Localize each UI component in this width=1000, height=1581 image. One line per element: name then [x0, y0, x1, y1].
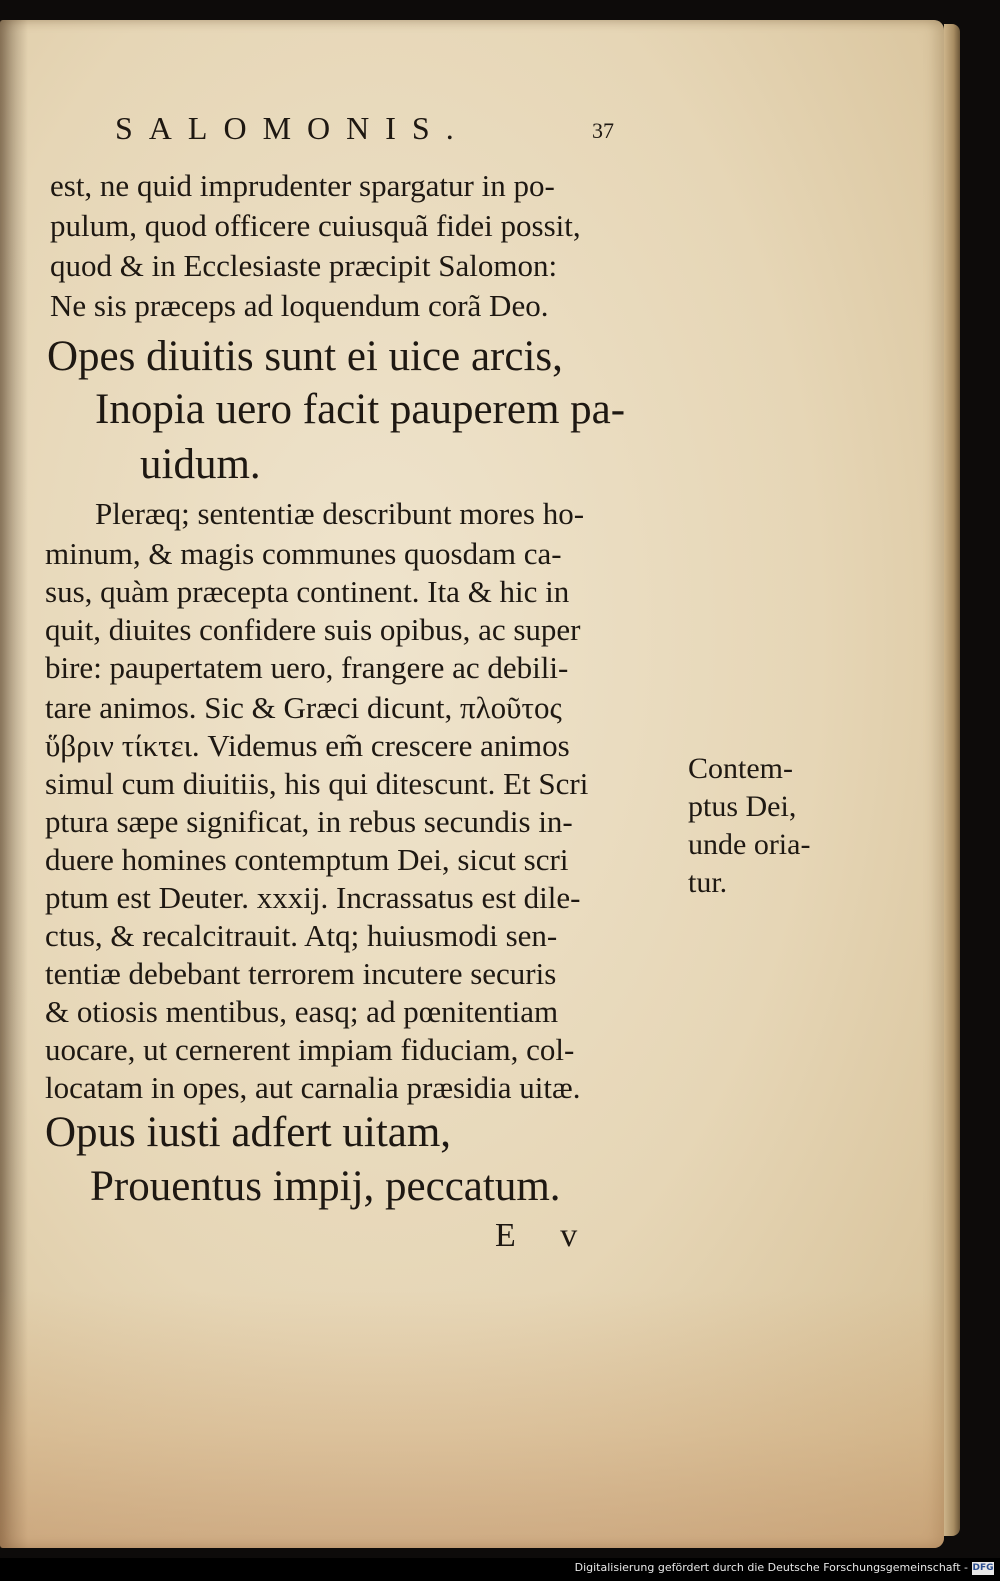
commentary-line: sus, quàm præcepta continent. Ita & hic in [45, 574, 570, 609]
commentary-line: ptum est Deuter. xxxij. Incrassatus est dile- [45, 880, 581, 915]
commentary-line: tare animos. Sic & Græci dicunt, πλοῦτος [45, 690, 562, 725]
verse-line: Opes diuitis sunt ei uice arcis, [47, 333, 563, 380]
text-line: Ne sis præceps ad loquendum corã Deo. [50, 288, 549, 323]
commentary-line: & otiosis mentibus, easq; ad pœnitentiam [45, 994, 559, 1029]
folio-number: 37 [592, 118, 614, 143]
commentary-line: ptura sæpe significat, in rebus secundis in- [45, 804, 573, 839]
page-edge [944, 24, 960, 1536]
verse-line: uidum. [140, 441, 261, 488]
commentary-line: uocare, ut cernerent impiam fiduciam, col- [45, 1032, 575, 1067]
signature-mark: E v [495, 1217, 596, 1254]
text-line: pulum, quod officere cuiusquã fidei possit, [50, 208, 581, 243]
verse-line: Prouentus impij, peccatum. [90, 1163, 561, 1210]
commentary-line: tentiæ debebant terrorem incutere securis [45, 956, 557, 991]
margin-note-line: Contem- [688, 752, 793, 785]
commentary-line: duere homines contemptum Dei, sicut scri [45, 842, 569, 877]
margin-note-line: tur. [688, 866, 728, 899]
commentary-line: locatam in opes, aut carnalia præsidia uitæ. [45, 1070, 581, 1105]
commentary-line: simul cum diuitiis, his qui ditescunt. Et Scri [45, 766, 589, 801]
verse-line: Inopia uero facit pauperem pa- [95, 386, 626, 433]
water-stain [0, 1290, 944, 1548]
text-line: quod & in Ecclesiaste præcipit Salomon: [50, 248, 558, 283]
commentary-line: Pleræq; sententiæ describunt mores ho- [95, 496, 585, 531]
funding-credit: Digitalisierung gefördert durch die Deutsche Forschungsgemeinschaft - [574, 1561, 968, 1574]
text-line: est, ne quid imprudenter spargatur in po- [50, 168, 555, 203]
commentary-line: ctus, & recalcitrauit. Atq; huiusmodi sen- [45, 918, 558, 953]
verse-line: Opus iusti adfert uitam, [45, 1109, 452, 1156]
commentary-line: minum, & magis communes quosdam ca- [45, 536, 562, 571]
dfg-logo-icon: DFG [972, 1563, 994, 1573]
commentary-line: ὕβριν τίκτει. Videmus em̃ crescere animos [45, 728, 570, 763]
margin-note-line: ptus Dei, [688, 790, 797, 823]
commentary-line: quit, diuites confidere suis opibus, ac super [45, 612, 581, 647]
running-header: SALOMONIS. [115, 110, 470, 146]
margin-note-line: unde oria- [688, 828, 811, 861]
commentary-line: bire: paupertatem uero, frangere ac debili- [45, 650, 569, 685]
